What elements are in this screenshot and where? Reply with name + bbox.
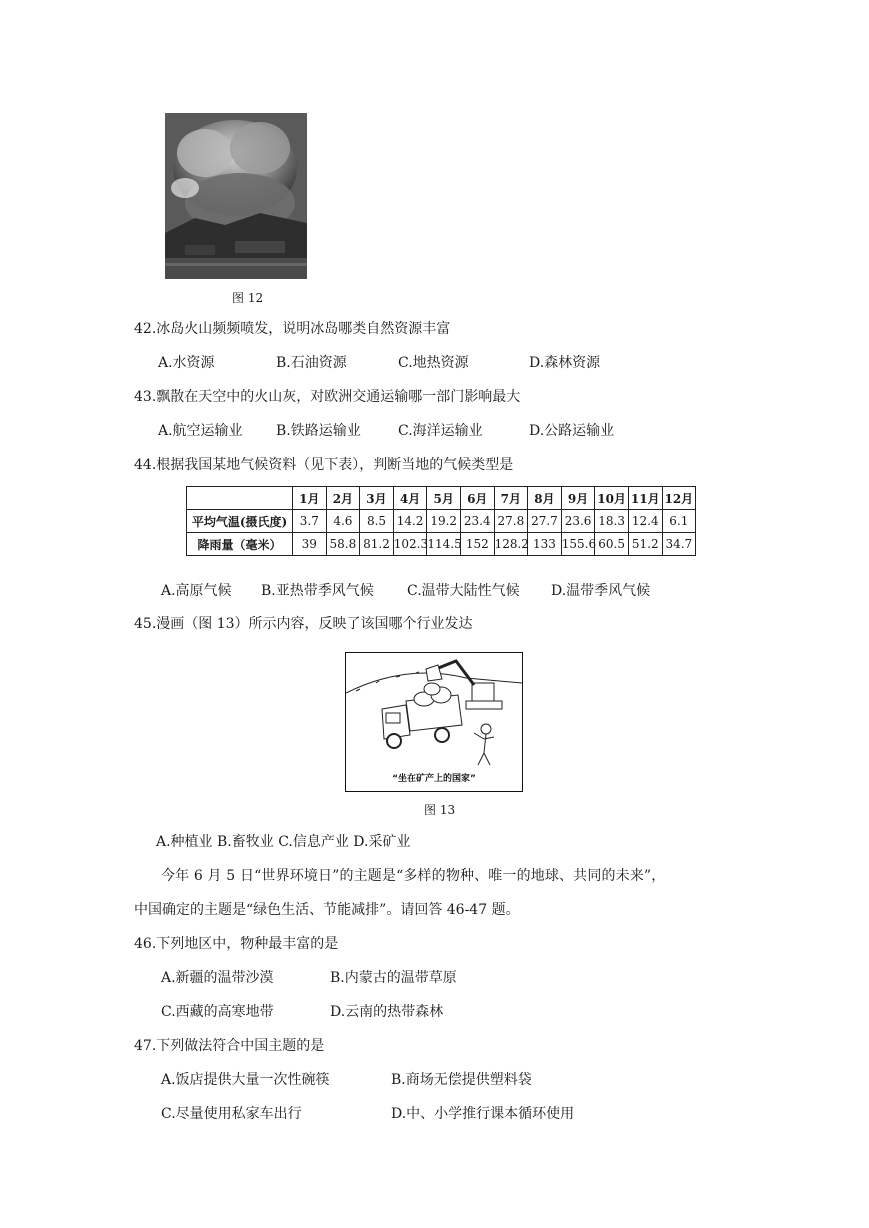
question-46-option-d[interactable]: D.云南的热带森林 [330, 1004, 444, 1020]
month-header: 11月 [628, 487, 662, 510]
temperature-cell: 12.4 [628, 510, 662, 533]
rainfall-cell: 81.2 [360, 533, 394, 556]
month-header: 7月 [494, 487, 528, 510]
temperature-cell: 3.7 [293, 510, 327, 533]
climate-table [186, 486, 696, 556]
question-42-option-c[interactable]: C.地热资源 [398, 355, 469, 371]
rainfall-cell: 114.5 [427, 533, 461, 556]
question-47-option-a[interactable]: A.饭店提供大量一次性碗筷 [161, 1072, 330, 1088]
question-42-option-a[interactable]: A.水资源 [158, 355, 215, 371]
figure-12-caption: 图 12 [232, 291, 264, 305]
question-43-option-a[interactable]: A.航空运输业 [158, 423, 243, 439]
figure-13-caption: 图 13 [424, 803, 456, 817]
question-47-stem: 47.下列做法符合中国主题的是 [134, 1038, 325, 1054]
rainfall-cell: 102.3 [393, 533, 427, 556]
rainfall-cell: 152 [460, 533, 494, 556]
rainfall-cell: 51.2 [628, 533, 662, 556]
temperature-cell: 23.4 [460, 510, 494, 533]
month-header: 10月 [595, 487, 629, 510]
question-42-option-d[interactable]: D.森林资源 [529, 355, 601, 371]
temperature-cell: 27.8 [494, 510, 528, 533]
rainfall-row-label: 降雨量（毫米） [187, 533, 293, 556]
question-44-option-c[interactable]: C.温带大陆性气候 [407, 583, 520, 599]
table-row-temperature [187, 510, 696, 533]
question-46-option-a[interactable]: A.新疆的温带沙漠 [161, 970, 274, 986]
month-header: 2月 [326, 487, 360, 510]
question-44-stem: 44.根据我国某地气候资料（见下表），判断当地的气候类型是 [134, 457, 514, 473]
question-42-stem: 42.冰岛火山频频喷发，说明冰岛哪类自然资源丰富 [134, 321, 451, 337]
volcano-photo [165, 113, 307, 279]
question-44-option-d[interactable]: D.温带季风气候 [551, 583, 651, 599]
rainfall-cell: 155.6 [561, 533, 595, 556]
temperature-cell: 4.6 [326, 510, 360, 533]
question-44-option-b[interactable]: B.亚热带季风气候 [261, 583, 374, 599]
month-header: 6月 [460, 487, 494, 510]
month-header: 4月 [393, 487, 427, 510]
temperature-row-label: 平均气温(摄氏度) [187, 510, 293, 533]
temperature-cell: 27.7 [528, 510, 562, 533]
rainfall-cell: 128.2 [494, 533, 528, 556]
table-header-row [187, 487, 696, 510]
temperature-cell: 18.3 [595, 510, 629, 533]
table-row-rainfall [187, 533, 696, 556]
rainfall-cell: 34.7 [662, 533, 696, 556]
temperature-cell: 14.2 [393, 510, 427, 533]
intro-line-2: 中国确定的主题是“绿色生活、节能减排”。请回答 46-47 题。 [134, 902, 520, 918]
intro-line-1: 今年 6 月 5 日“世界环境日”的主题是“多样的物种、唯一的地球、共同的未来”， [161, 868, 666, 884]
question-45-options[interactable]: A.种植业 B.畜牧业 C.信息产业 D.采矿业 [156, 834, 411, 850]
temperature-cell: 19.2 [427, 510, 461, 533]
question-46-option-c[interactable]: C.西藏的高寒地带 [161, 1004, 274, 1020]
rainfall-cell: 58.8 [326, 533, 360, 556]
month-header: 12月 [662, 487, 696, 510]
rainfall-cell: 39 [293, 533, 327, 556]
question-45-stem: 45.漫画（图 13）所示内容，反映了该国哪个行业发达 [134, 616, 473, 632]
rainfall-cell: 133 [528, 533, 562, 556]
cartoon-caption: “坐在矿产上的国家” [392, 774, 476, 784]
question-44-option-a[interactable]: A.高原气候 [161, 583, 232, 599]
question-47-option-d[interactable]: D.中、小学推行课本循环使用 [391, 1106, 575, 1122]
month-header: 8月 [528, 487, 562, 510]
question-42-option-b[interactable]: B.石油资源 [276, 355, 347, 371]
question-43-option-d[interactable]: D.公路运输业 [529, 423, 615, 439]
temperature-cell: 6.1 [662, 510, 696, 533]
question-46-stem: 46.下列地区中，物种最丰富的是 [134, 936, 339, 952]
month-header: 5月 [427, 487, 461, 510]
month-header: 9月 [561, 487, 595, 510]
temperature-cell: 23.6 [561, 510, 595, 533]
question-43-stem: 43.飘散在天空中的火山灰，对欧洲交通运输哪一部门影响最大 [134, 389, 521, 405]
month-header: 1月 [293, 487, 327, 510]
question-43-option-b[interactable]: B.铁路运输业 [276, 423, 361, 439]
temperature-cell: 8.5 [360, 510, 394, 533]
rainfall-cell: 60.5 [595, 533, 629, 556]
mining-cartoon [345, 652, 523, 792]
month-header: 3月 [360, 487, 394, 510]
question-47-option-c[interactable]: C.尽量使用私家车出行 [161, 1106, 302, 1122]
question-46-option-b[interactable]: B.内蒙古的温带草原 [330, 970, 457, 986]
question-47-option-b[interactable]: B.商场无偿提供塑料袋 [391, 1072, 532, 1088]
question-43-option-c[interactable]: C.海洋运输业 [398, 423, 483, 439]
table-corner-cell [187, 487, 293, 510]
